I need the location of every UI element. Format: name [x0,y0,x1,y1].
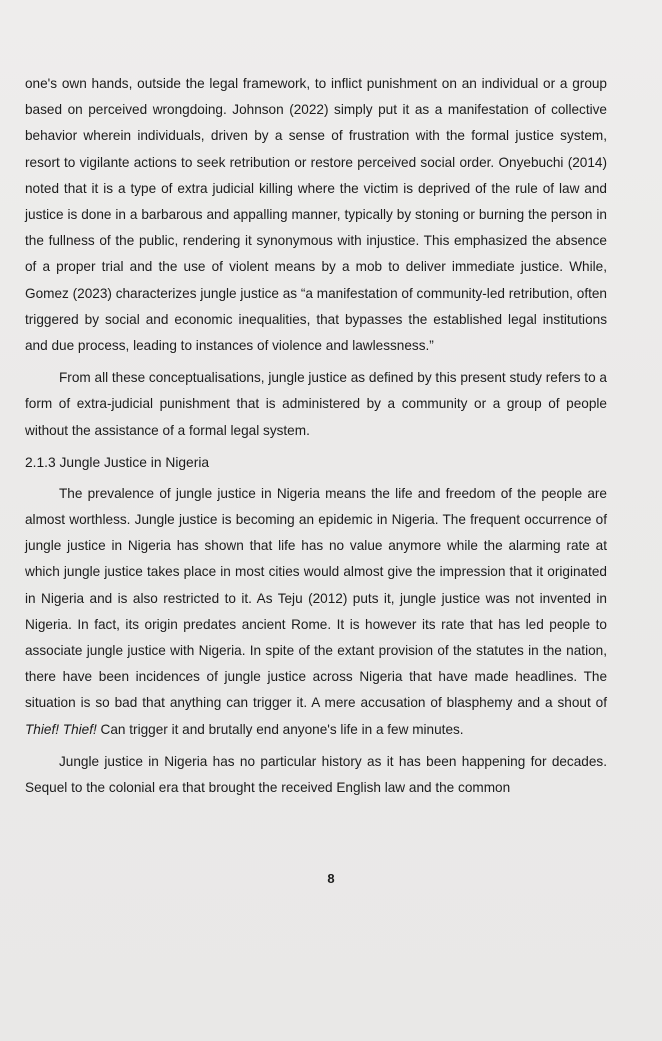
paragraph-study-definition: From all these conceptualisations, jungle justice as defined by this present study refers to a form of extra-judicial punishment that is administered by a community or a group of people without the assistance of a formal legal system. [25,370,607,438]
paragraph-prevalence-text: The prevalence of jungle justice in Nigeria means the life and freedom of the people are almost worthless. Jungle justice is becoming an epidemic in Nigeria. The frequent occurrence of jungle justice in Nigeria has shown that life has no value anymore while the alarming rate at which jungle justice takes place in most cities would almost give the impression that it originated in Nigeria and is also restricted to it. As Teju (2012) puts it, jungle justice was not invented in Nigeria. In fact, its origin predates ancient Rome. It is however its rate that has led people to associate jungle justice with Nigeria. In spite of the extant provision of the statutes in the nation, there have been incidences of jungle justice across Nigeria that have made headlines. The situation is so bad that anything can trigger it. A mere accusation of blasphemy and a shout of [25,485,607,711]
paragraph-prevalence-ending: Can trigger it and brutally end anyone's life in a few minutes. [96,721,464,737]
paragraph-history: Jungle justice in Nigeria has no particular history as it has been happening for decades. Sequel to the colonial era that brought the received English law and the common [25,753,607,796]
page-content [25,71,607,801]
paragraph-definitions-continued: one's own hands, outside the legal framework, to inflict punishment on an individual or a group based on perceived wrongdoing. Johnson (2022) simply put it as a manifestation of collective behavior wherein individuals, driven by a sense of frustration with the formal justice system, resort to vigilante actions to seek retribution or restore perceived social order. Onyebuchi (2014) noted that it is a type of extra judicial killing where the victim is deprived of the rule of law and justice is done in a barbarous and appalling manner, typically by stoning or burning the person in the fullness of the public, rendering it synonymous with injustice. This emphasized the absence of a proper trial and the use of violent means by a mob to deliver immediate justice. While, Gomez (2023) characterizes jungle justice as “a manifestation of community-led retribution, often triggered by social and economic inequalities, that bypasses the established legal institutions and due process, leading to instances of violence and lawlessness.” [25,76,607,354]
italic-quote: Thief! Thief! [25,721,97,737]
paragraph-prevalence [25,481,607,743]
page-number: 8 [327,871,335,886]
section-heading: 2.1.3 Jungle Justice in Nigeria [25,454,210,470]
